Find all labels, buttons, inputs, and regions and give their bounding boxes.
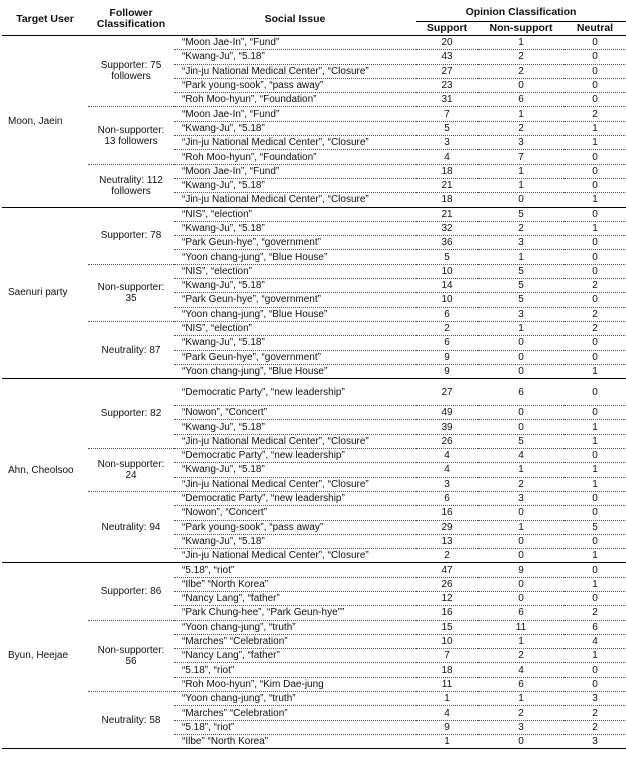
social-issue-cell: “Kwang-Ju”, “5.18”	[174, 50, 416, 64]
social-issue-cell: “Kwang-Ju”, “5.18”	[174, 279, 416, 293]
support-count-cell: 4	[416, 706, 478, 720]
non-support-count-cell: 2	[478, 649, 564, 663]
non-support-count-cell: 6	[478, 677, 564, 691]
non-support-count-cell: 1	[478, 250, 564, 264]
social-issue-cell: “Nowon”, “Concert”	[174, 406, 416, 420]
support-count-cell: 43	[416, 50, 478, 64]
support-count-cell: 21	[416, 178, 478, 192]
neutral-count-cell: 3	[564, 734, 626, 748]
non-support-count-cell: 7	[478, 150, 564, 164]
header-follower-classification: Follower Classification	[88, 3, 174, 36]
social-issue-cell: “Jin-ju National Medical Center”, “Closure”	[174, 434, 416, 448]
non-support-count-cell: 1	[478, 164, 564, 178]
neutral-count-cell: 1	[564, 193, 626, 207]
social-issue-cell: “Jin-ju National Medical Center”, “Closure”	[174, 64, 416, 78]
support-count-cell: 26	[416, 434, 478, 448]
support-count-cell: 49	[416, 406, 478, 420]
neutral-count-cell: 0	[564, 449, 626, 463]
neutral-count-cell: 0	[564, 350, 626, 364]
neutral-count-cell: 2	[564, 107, 626, 121]
neutral-count-cell: 1	[564, 463, 626, 477]
support-count-cell: 4	[416, 150, 478, 164]
neutral-count-cell: 0	[564, 491, 626, 505]
header-non-support: Non-support	[478, 22, 564, 36]
support-count-cell: 21	[416, 207, 478, 221]
non-support-count-cell: 9	[478, 563, 564, 577]
support-count-cell: 16	[416, 506, 478, 520]
social-issue-cell: “Yoon chang-jung”, “Blue House”	[174, 364, 416, 378]
target-user-cell: Byun, Heejae	[2, 563, 88, 749]
non-support-count-cell: 5	[478, 434, 564, 448]
neutral-count-cell: 0	[564, 250, 626, 264]
social-issue-cell: “Nancy Lang”, “father”	[174, 649, 416, 663]
support-count-cell: 32	[416, 221, 478, 235]
support-count-cell: 27	[416, 64, 478, 78]
support-count-cell: 1	[416, 734, 478, 748]
non-support-count-cell: 3	[478, 491, 564, 505]
support-count-cell: 27	[416, 379, 478, 406]
non-support-count-cell: 1	[478, 692, 564, 706]
social-issue-cell: “Yoon chang-jung”, “Blue House”	[174, 250, 416, 264]
non-support-count-cell: 0	[478, 336, 564, 350]
social-issue-cell: “NIS”, “election”	[174, 321, 416, 335]
social-issue-cell: “Moon Jae-In”, “Fund”	[174, 36, 416, 50]
support-count-cell: 4	[416, 463, 478, 477]
social-issue-cell: “Kwang-Ju”, “5.18”	[174, 463, 416, 477]
non-support-count-cell: 0	[478, 591, 564, 605]
non-support-count-cell: 4	[478, 449, 564, 463]
neutral-count-cell: 2	[564, 720, 626, 734]
social-issue-cell: “Moon Jae-In”, “Fund”	[174, 164, 416, 178]
support-count-cell: 10	[416, 634, 478, 648]
target-user-cell: Ahn, Cheolsoo	[2, 379, 88, 563]
header-neutral: Neutral	[564, 22, 626, 36]
social-issue-cell: “Park young-sook”, “pass away”	[174, 78, 416, 92]
table-row	[2, 321, 626, 335]
non-support-count-cell: 2	[478, 706, 564, 720]
support-count-cell: 31	[416, 93, 478, 107]
non-support-count-cell: 1	[478, 634, 564, 648]
support-count-cell: 18	[416, 193, 478, 207]
non-support-count-cell: 5	[478, 264, 564, 278]
social-issue-cell: “Roh Moo-hyun”, “Foundation”	[174, 150, 416, 164]
neutral-count-cell: 2	[564, 706, 626, 720]
support-count-cell: 20	[416, 36, 478, 50]
neutral-count-cell: 0	[564, 178, 626, 192]
neutral-count-cell: 0	[564, 379, 626, 406]
target-user-cell: Saenuri party	[2, 207, 88, 379]
table-body	[2, 36, 626, 749]
table-row	[2, 449, 626, 463]
opinion-table-container	[2, 3, 626, 749]
neutral-count-cell: 2	[564, 321, 626, 335]
support-count-cell: 18	[416, 663, 478, 677]
neutral-count-cell: 1	[564, 364, 626, 378]
follower-classification-cell: Supporter: 75 followers	[88, 36, 174, 107]
social-issue-cell: “Marches” “Celebration”	[174, 706, 416, 720]
support-count-cell: 16	[416, 606, 478, 620]
neutral-count-cell: 1	[564, 221, 626, 235]
non-support-count-cell: 0	[478, 577, 564, 591]
header-opinion-classification: Opinion Classification	[416, 3, 626, 22]
non-support-count-cell: 2	[478, 64, 564, 78]
social-issue-cell: “Jin-ju National Medical Center”, “Closure”	[174, 136, 416, 150]
non-support-count-cell: 11	[478, 620, 564, 634]
neutral-count-cell: 1	[564, 420, 626, 434]
social-issue-cell: “Roh Moo-hyun”, “Foundation”	[174, 93, 416, 107]
table-row	[2, 620, 626, 634]
neutral-count-cell: 0	[564, 64, 626, 78]
non-support-count-cell: 5	[478, 279, 564, 293]
neutral-count-cell: 1	[564, 477, 626, 491]
support-count-cell: 2	[416, 321, 478, 335]
social-issue-cell: “Kwang-Ju”, “5.18”	[174, 178, 416, 192]
non-support-count-cell: 0	[478, 549, 564, 563]
non-support-count-cell: 2	[478, 121, 564, 135]
neutral-count-cell: 2	[564, 307, 626, 321]
neutral-count-cell: 0	[564, 36, 626, 50]
social-issue-cell: “Kwang-Ju”, “5.18”	[174, 336, 416, 350]
social-issue-cell: “Democratic Party”, “new leadership”	[174, 449, 416, 463]
social-issue-cell: “Jin-ju National Medical Center”, “Closure”	[174, 477, 416, 491]
non-support-count-cell: 5	[478, 207, 564, 221]
social-issue-cell: “Yoon chang-jung”, “truth”	[174, 620, 416, 634]
support-count-cell: 9	[416, 720, 478, 734]
non-support-count-cell: 0	[478, 406, 564, 420]
neutral-count-cell: 3	[564, 692, 626, 706]
table-row	[2, 264, 626, 278]
non-support-count-cell: 3	[478, 720, 564, 734]
social-issue-cell: “5.18”, “riot”	[174, 720, 416, 734]
neutral-count-cell: 1	[564, 121, 626, 135]
neutral-count-cell: 0	[564, 293, 626, 307]
follower-classification-cell: Supporter: 78	[88, 207, 174, 264]
support-count-cell: 13	[416, 534, 478, 548]
non-support-count-cell: 3	[478, 136, 564, 150]
table-row	[2, 207, 626, 221]
neutral-count-cell: 2	[564, 279, 626, 293]
target-user-cell: Moon, Jaein	[2, 36, 88, 208]
header-social-issue: Social Issue	[174, 3, 416, 36]
non-support-count-cell: 0	[478, 506, 564, 520]
social-issue-cell: “Jin-ju National Medical Center”, “Closure”	[174, 549, 416, 563]
table-row	[2, 563, 626, 577]
neutral-count-cell: 6	[564, 620, 626, 634]
social-issue-cell: “5.18”, “riot”	[174, 663, 416, 677]
social-issue-cell: “Park Geun-hye”, “government”	[174, 293, 416, 307]
social-issue-cell: “Kwang-Ju”, “5.18”	[174, 534, 416, 548]
support-count-cell: 15	[416, 620, 478, 634]
non-support-count-cell: 3	[478, 307, 564, 321]
non-support-count-cell: 1	[478, 36, 564, 50]
non-support-count-cell: 1	[478, 178, 564, 192]
follower-classification-cell: Neutrality: 58	[88, 692, 174, 749]
support-count-cell: 26	[416, 577, 478, 591]
support-count-cell: 6	[416, 491, 478, 505]
social-issue-cell: “Jin-ju National Medical Center”, “Closure”	[174, 193, 416, 207]
neutral-count-cell: 0	[564, 50, 626, 64]
social-issue-cell: “Kwang-Ju”, “5.18”	[174, 221, 416, 235]
non-support-count-cell: 0	[478, 364, 564, 378]
follower-classification-cell: Supporter: 86	[88, 563, 174, 620]
support-count-cell: 9	[416, 350, 478, 364]
non-support-count-cell: 0	[478, 193, 564, 207]
support-count-cell: 5	[416, 250, 478, 264]
non-support-count-cell: 6	[478, 606, 564, 620]
social-issue-cell: “Park Geun-hye”, “government”	[174, 236, 416, 250]
neutral-count-cell: 1	[564, 577, 626, 591]
support-count-cell: 3	[416, 477, 478, 491]
follower-classification-cell: Supporter: 82	[88, 379, 174, 449]
non-support-count-cell: 0	[478, 734, 564, 748]
support-count-cell: 12	[416, 591, 478, 605]
follower-classification-cell: Neutrality: 112 followers	[88, 164, 174, 207]
neutral-count-cell: 0	[564, 207, 626, 221]
support-count-cell: 3	[416, 136, 478, 150]
non-support-count-cell: 5	[478, 293, 564, 307]
neutral-count-cell: 0	[564, 236, 626, 250]
social-issue-cell: “Kwang-Ju”, “5.18”	[174, 121, 416, 135]
neutral-count-cell: 1	[564, 434, 626, 448]
support-count-cell: 47	[416, 563, 478, 577]
support-count-cell: 9	[416, 364, 478, 378]
social-issue-cell: “Democratic Party”, “new leadership”	[174, 379, 416, 406]
neutral-count-cell: 0	[564, 264, 626, 278]
non-support-count-cell: 1	[478, 321, 564, 335]
support-count-cell: 36	[416, 236, 478, 250]
neutral-count-cell: 0	[564, 663, 626, 677]
neutral-count-cell: 1	[564, 649, 626, 663]
neutral-count-cell: 5	[564, 520, 626, 534]
support-count-cell: 6	[416, 307, 478, 321]
social-issue-cell: “Moon Jae-In”, “Fund”	[174, 107, 416, 121]
social-issue-cell: “Yoon chang-jung”, “truth”	[174, 692, 416, 706]
support-count-cell: 6	[416, 336, 478, 350]
follower-classification-cell: Non-supporter: 24	[88, 449, 174, 492]
social-issue-cell: “Nowon”, “Concert”	[174, 506, 416, 520]
non-support-count-cell: 6	[478, 379, 564, 406]
support-count-cell: 14	[416, 279, 478, 293]
neutral-count-cell: 1	[564, 549, 626, 563]
neutral-count-cell: 2	[564, 606, 626, 620]
social-issue-cell: “Park young-sook”, “pass away”	[174, 520, 416, 534]
non-support-count-cell: 3	[478, 236, 564, 250]
social-issue-cell: “Roh Moo-hyun”, “Kim Dae-jung	[174, 677, 416, 691]
non-support-count-cell: 0	[478, 350, 564, 364]
non-support-count-cell: 2	[478, 477, 564, 491]
non-support-count-cell: 2	[478, 50, 564, 64]
neutral-count-cell: 0	[564, 93, 626, 107]
social-issue-cell: “Ilbe” “North Korea”	[174, 577, 416, 591]
table-row	[2, 379, 626, 406]
opinion-classification-table	[2, 3, 626, 749]
support-count-cell: 2	[416, 549, 478, 563]
support-count-cell: 10	[416, 264, 478, 278]
neutral-count-cell: 0	[564, 336, 626, 350]
non-support-count-cell: 2	[478, 221, 564, 235]
support-count-cell: 10	[416, 293, 478, 307]
social-issue-cell: “Kwang-Ju”, “5.18”	[174, 420, 416, 434]
neutral-count-cell: 0	[564, 406, 626, 420]
neutral-count-cell: 0	[564, 534, 626, 548]
neutral-count-cell: 0	[564, 506, 626, 520]
social-issue-cell: “Nancy Lang”, “father”	[174, 591, 416, 605]
header-target-user: Target User	[2, 3, 88, 36]
neutral-count-cell: 0	[564, 591, 626, 605]
social-issue-cell: “Marches” “Celebration”	[174, 634, 416, 648]
follower-classification-cell: Non-supporter: 35	[88, 264, 174, 321]
social-issue-cell: “Park Geun-hye”, “government”	[174, 350, 416, 364]
neutral-count-cell: 0	[564, 78, 626, 92]
support-count-cell: 18	[416, 164, 478, 178]
table-row	[2, 36, 626, 50]
neutral-count-cell: 0	[564, 150, 626, 164]
follower-classification-cell: Neutrality: 87	[88, 321, 174, 378]
neutral-count-cell: 1	[564, 136, 626, 150]
non-support-count-cell: 0	[478, 420, 564, 434]
table-row	[2, 164, 626, 178]
header-support: Support	[416, 22, 478, 36]
non-support-count-cell: 6	[478, 93, 564, 107]
support-count-cell: 7	[416, 107, 478, 121]
non-support-count-cell: 0	[478, 534, 564, 548]
table-row	[2, 692, 626, 706]
social-issue-cell: “NIS”, “election”	[174, 207, 416, 221]
table-header	[2, 3, 626, 36]
neutral-count-cell: 0	[564, 563, 626, 577]
follower-classification-cell: Neutrality: 94	[88, 491, 174, 562]
support-count-cell: 1	[416, 692, 478, 706]
social-issue-cell: “Ilbe” “North Korea”	[174, 734, 416, 748]
non-support-count-cell: 1	[478, 463, 564, 477]
non-support-count-cell: 1	[478, 520, 564, 534]
support-count-cell: 7	[416, 649, 478, 663]
support-count-cell: 23	[416, 78, 478, 92]
table-row	[2, 107, 626, 121]
non-support-count-cell: 0	[478, 78, 564, 92]
support-count-cell: 5	[416, 121, 478, 135]
table-row	[2, 491, 626, 505]
non-support-count-cell: 1	[478, 107, 564, 121]
social-issue-cell: “5.18”, “riot”	[174, 563, 416, 577]
support-count-cell: 4	[416, 449, 478, 463]
social-issue-cell: “Park Chung-hee”, “Park Geun-hye””	[174, 606, 416, 620]
social-issue-cell: “Democratic Party”, “new leadership”	[174, 491, 416, 505]
support-count-cell: 11	[416, 677, 478, 691]
social-issue-cell: “NIS”, “election”	[174, 264, 416, 278]
support-count-cell: 29	[416, 520, 478, 534]
neutral-count-cell: 0	[564, 677, 626, 691]
neutral-count-cell: 0	[564, 164, 626, 178]
social-issue-cell: “Yoon chang-jung”, “Blue House”	[174, 307, 416, 321]
follower-classification-cell: Non-supporter: 56	[88, 620, 174, 691]
non-support-count-cell: 4	[478, 663, 564, 677]
neutral-count-cell: 4	[564, 634, 626, 648]
support-count-cell: 39	[416, 420, 478, 434]
follower-classification-cell: Non-supporter: 13 followers	[88, 107, 174, 164]
